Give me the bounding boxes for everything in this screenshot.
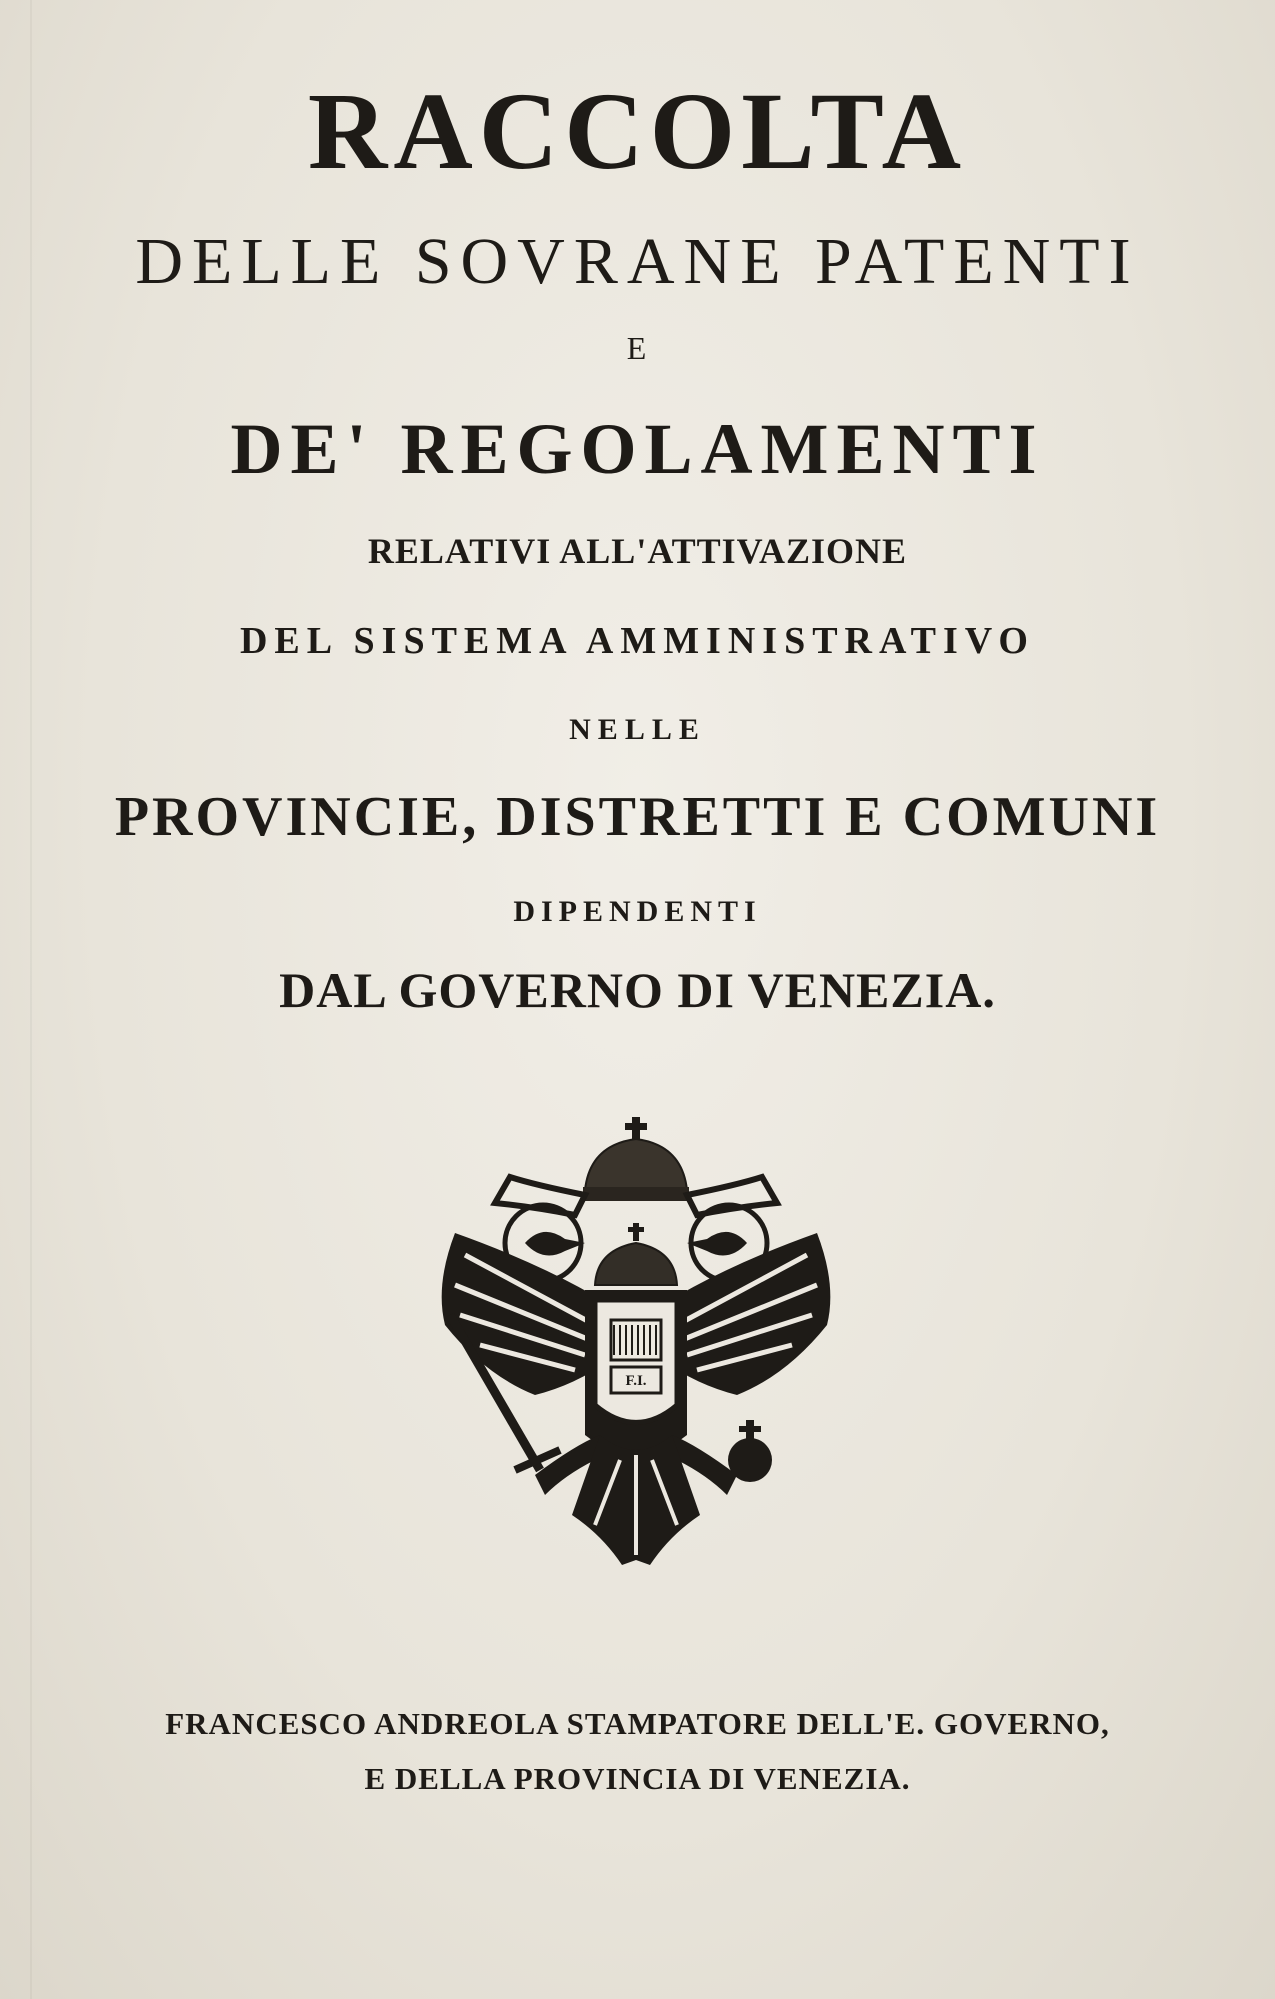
- title-line-5: RELATIVI ALL'ATTIVAZIONE: [367, 531, 908, 571]
- shield-monogram: F.I.: [625, 1373, 647, 1389]
- title-line-3: E: [626, 330, 649, 366]
- title-main: RACCOLTA: [307, 70, 968, 192]
- title-line-7: NELLE: [569, 713, 706, 746]
- title-line-8: PROVINCIE, DISTRETTI E COMUNI: [114, 786, 1161, 848]
- title-line-4: DE' REGOLAMENTI: [230, 409, 1045, 489]
- title-line-2: DELLE SOVRANE PATENTI: [135, 225, 1140, 298]
- double-headed-eagle-emblem-icon: [425, 1115, 850, 1565]
- imprint-line-2: E DELLA PROVINCIA DI VENEZIA.: [364, 1761, 911, 1796]
- title-line-10: DAL GOVERNO DI VENEZIA.: [279, 962, 996, 1018]
- imprint-line-1: FRANCESCO ANDREOLA STAMPATORE DELL'E. GOVERNO,: [165, 1706, 1110, 1741]
- title-line-6: DEL SISTEMA AMMINISTRATIVO: [239, 620, 1035, 662]
- title-line-9: DIPENDENTI: [513, 895, 762, 928]
